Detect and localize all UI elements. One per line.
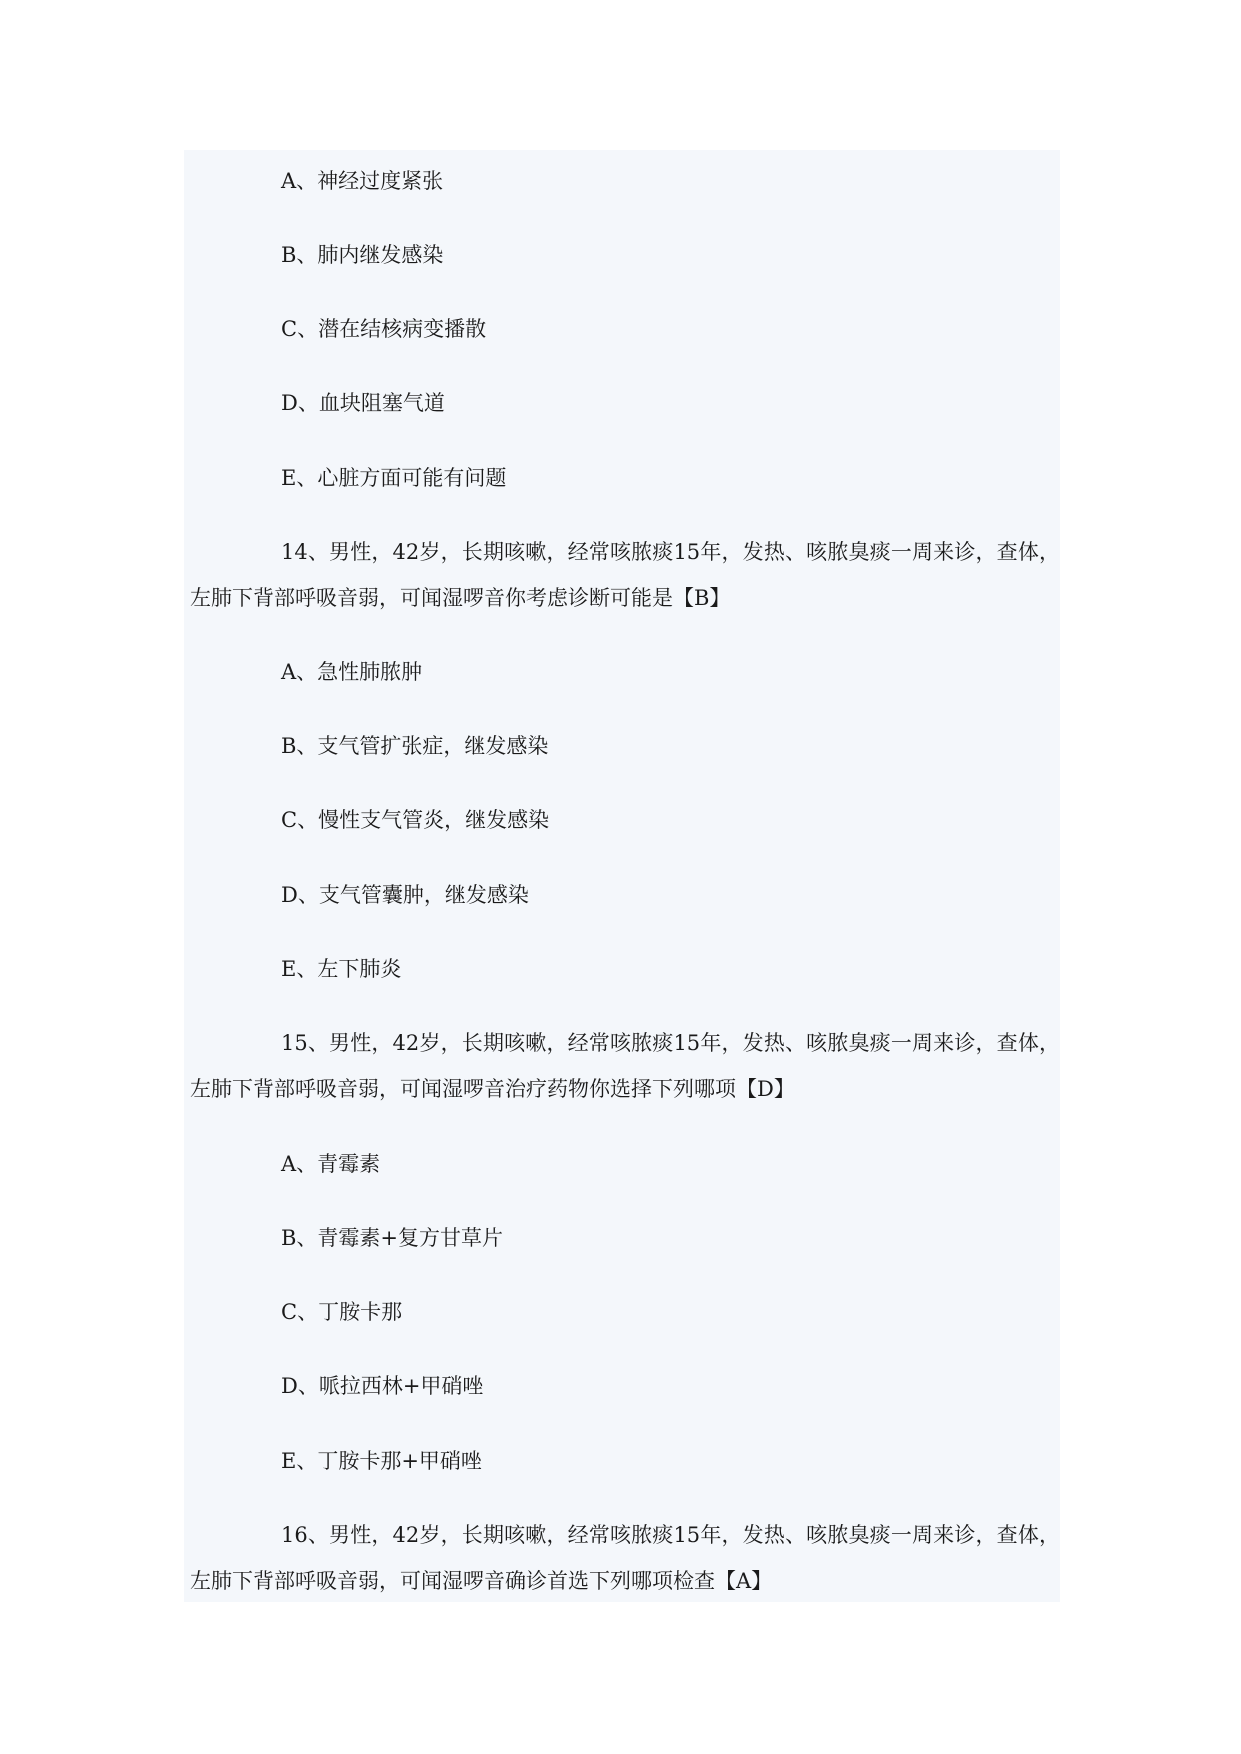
option-b: B、支气管扩张症，继发感染 (281, 734, 549, 758)
option-a: A、神经过度紧张 (281, 169, 444, 193)
option-b: B、肺内继发感染 (281, 243, 444, 267)
option-e: E、左下肺炎 (281, 957, 402, 981)
option-b: B、青霉素+复方甘草片 (281, 1226, 504, 1250)
option-c: C、丁胺卡那 (281, 1300, 403, 1324)
question-16-line2: 左肺下背部呼吸音弱，可闻湿啰音确诊首选下列哪项检查【A】 (190, 1569, 773, 1593)
question-15-line2: 左肺下背部呼吸音弱，可闻湿啰音治疗药物你选择下列哪项【D】 (190, 1077, 795, 1101)
question-15-line1: 15、男性，42岁，长期咳嗽，经常咳脓痰15年，发热、咳脓臭痰一周来诊，查体， (281, 1031, 1060, 1055)
option-e: E、丁胺卡那+甲硝唑 (281, 1449, 482, 1473)
option-d: D、哌拉西林+甲硝唑 (281, 1374, 484, 1398)
question-14-line2: 左肺下背部呼吸音弱，可闻湿啰音你考虑诊断可能是【B】 (190, 586, 731, 610)
question-14-line1: 14、男性，42岁，长期咳嗽，经常咳脓痰15年，发热、咳脓臭痰一周来诊，查体， (281, 540, 1060, 564)
option-e: E、心脏方面可能有问题 (281, 466, 507, 490)
content-panel (184, 150, 1060, 1602)
option-d: D、支气管囊肿，继发感染 (281, 883, 529, 907)
question-16-line1: 16、男性，42岁，长期咳嗽，经常咳脓痰15年，发热、咳脓臭痰一周来诊，查体， (281, 1523, 1060, 1547)
option-a: A、急性肺脓肿 (281, 660, 423, 684)
option-a: A、青霉素 (281, 1152, 381, 1176)
option-c: C、慢性支气管炎，继发感染 (281, 808, 550, 832)
option-d: D、血块阻塞气道 (281, 391, 445, 415)
option-c: C、潜在结核病变播散 (281, 317, 487, 341)
